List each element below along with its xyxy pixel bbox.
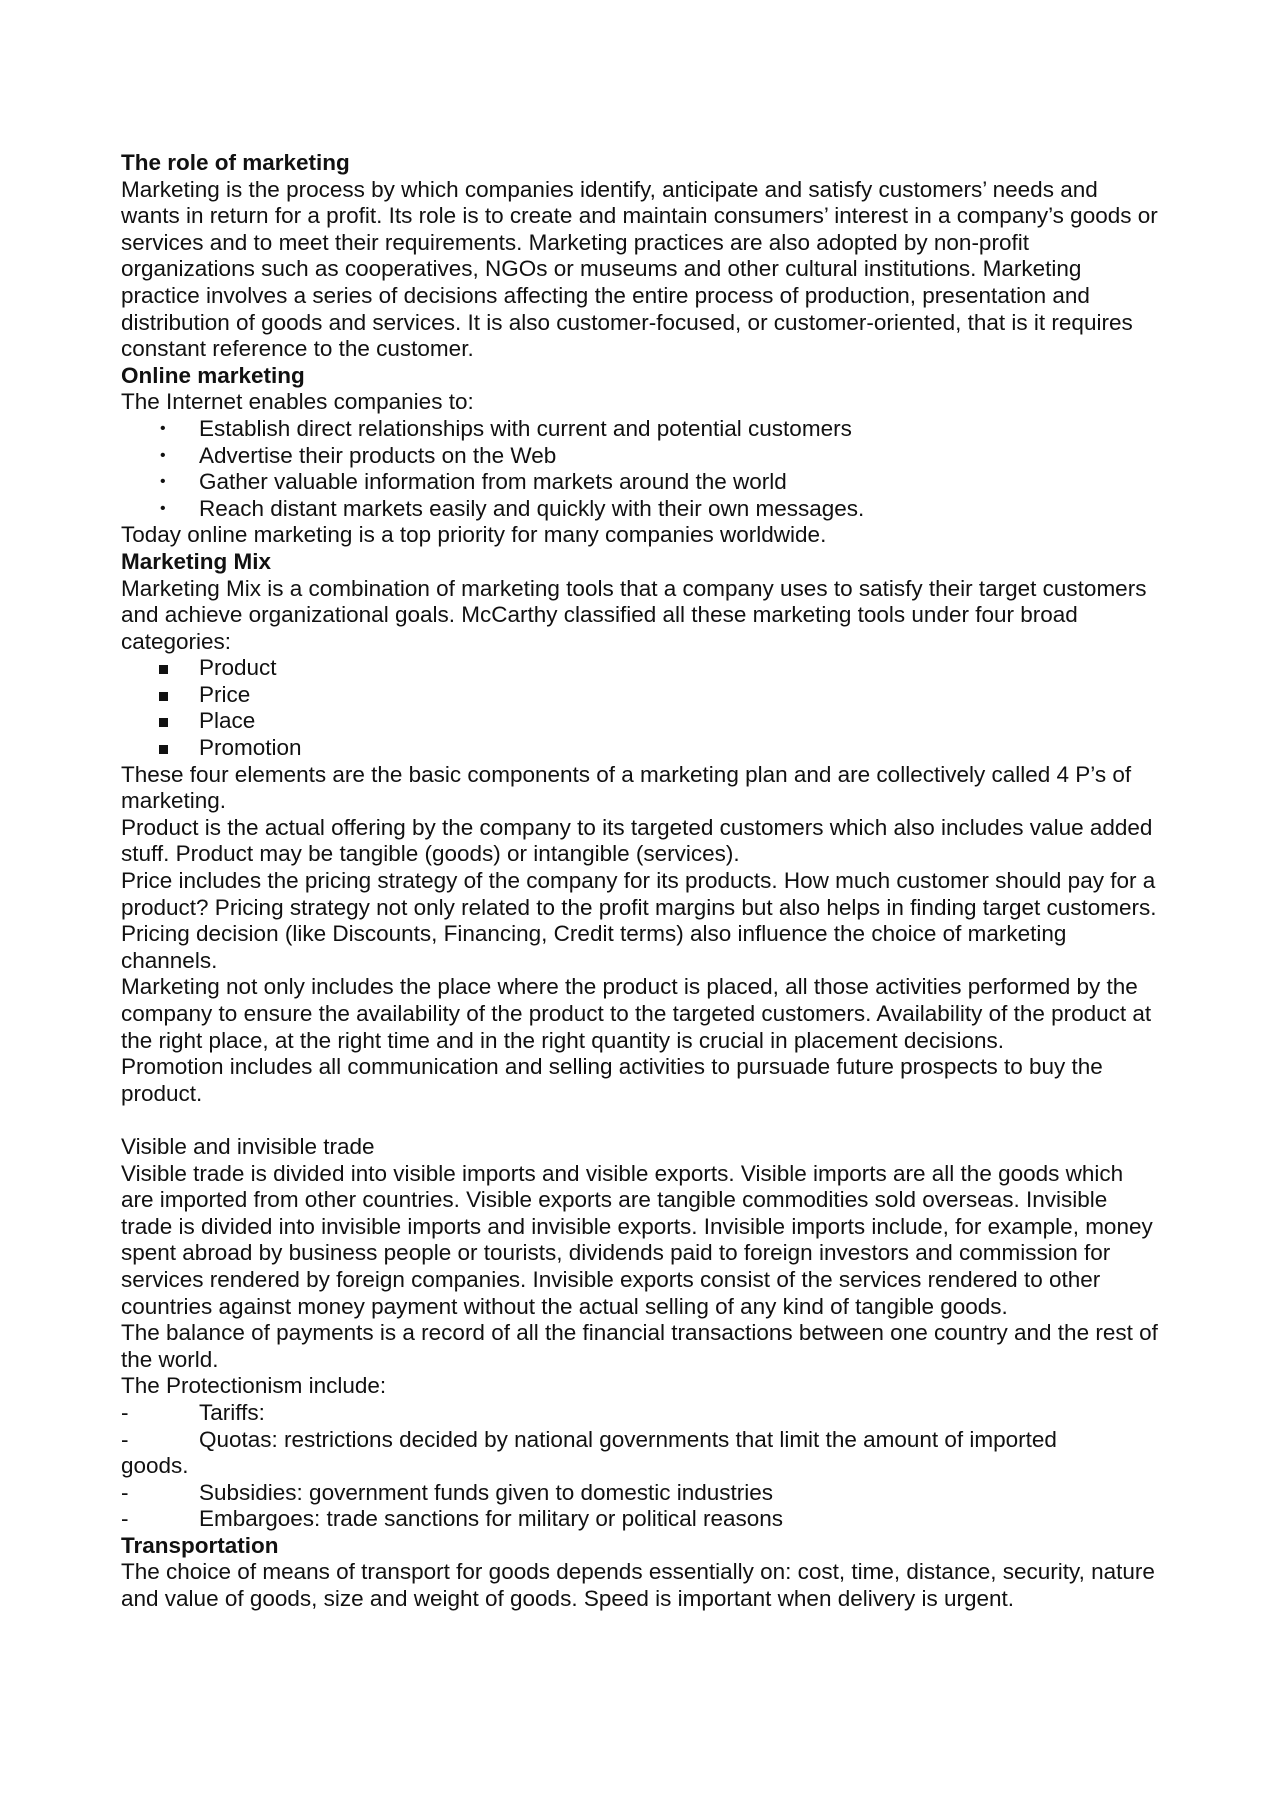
list-item: - Tariffs: bbox=[121, 1399, 265, 1425]
blank-line bbox=[121, 1107, 1161, 1134]
paragraph-online-intro: The Internet enables companies to: bbox=[121, 389, 474, 415]
heading-visible-invisible-trade: Visible and invisible trade bbox=[121, 1133, 375, 1159]
list-item: - Subsidies: government funds given to domestic industries bbox=[121, 1479, 774, 1505]
bullet-square-icon bbox=[159, 665, 168, 674]
list-item: - Quotas: restrictions decided by national governments that limit the amount of imported goods. bbox=[121, 1426, 1057, 1479]
document-page bbox=[121, 150, 1161, 1613]
list-item: Product bbox=[121, 655, 1161, 682]
heading-marketing-mix: Marketing Mix bbox=[121, 548, 272, 574]
list-item: Place bbox=[121, 708, 1161, 735]
heading-transportation: Transportation bbox=[121, 1532, 279, 1558]
list-item: Price bbox=[121, 682, 1161, 709]
paragraph-online-outro: Today online marketing is a top priority for many companies worldwide. bbox=[121, 522, 827, 548]
bullet-dot-icon: • bbox=[160, 446, 166, 464]
paragraph-protectionism-intro: The Protectionism include: bbox=[121, 1373, 387, 1399]
bullet-dot-icon: • bbox=[160, 473, 166, 491]
dash-marker: - bbox=[121, 1479, 129, 1505]
bullet-square-icon bbox=[159, 692, 168, 701]
paragraph-place: Marketing not only includes the place where the product is placed, all those activities performed by the company to ensure the availability of the product to the targeted customers. Availability of the product at the right place, at the right time and in the right quantity is crucial in placement decisions. bbox=[121, 974, 1152, 1053]
list-item: • Advertise their products on the Web bbox=[160, 442, 557, 468]
bullet-dot-icon: • bbox=[160, 419, 166, 437]
list-item: • Reach distant markets easily and quickly with their own messages. bbox=[160, 495, 865, 521]
paragraph-transportation: The choice of means of transport for goods depends essentially on: cost, time, distance, security, nature and value of goods, size and weight of goods. Speed is important when delivery is urgent. bbox=[121, 1559, 1155, 1612]
paragraph-promotion: Promotion includes all communication and selling activities to pursuade future prospects to buy the product. bbox=[121, 1054, 1103, 1106]
paragraph-marketing-mix-intro: Marketing Mix is a combination of marketing tools that a company uses to satisfy their target customers and achieve organizational goals. McCarthy classified all these marketing tools under four broad categories: bbox=[121, 575, 1147, 654]
paragraph-visible-trade: Visible trade is divided into visible imports and visible exports. Visible imports are all the goods which are imported from other countries. Visible exports are tangible commodities sold overseas. Invisible trade is divided into invisible imports and invisible exports. Invisible imports include, for example, money spent abroad by business people or tourists, dividends paid to foreign investors and commission for services rendered by foreign companies. Invisible exports consist of the services rendered to other countries against money payment without the actual selling of any kind of tangible goods. bbox=[121, 1160, 1153, 1319]
dash-marker: - bbox=[121, 1506, 129, 1532]
paragraph-product: Product is the actual offering by the company to its targeted customers which also includes value added stuff. Product may be tangible (goods) or intangible (services). bbox=[121, 814, 1153, 867]
list-item: Promotion bbox=[121, 735, 1161, 762]
bullet-dot-icon: • bbox=[160, 499, 166, 517]
dash-marker: - bbox=[121, 1426, 129, 1452]
paragraph-four-ps: These four elements are the basic components of a marketing plan and are collectively called 4 P’s of marketing. bbox=[121, 761, 1132, 814]
paragraph-price: Price includes the pricing strategy of the company for its products. How much customer should pay for a product? Pricing strategy not only related to the profit margins but also helps in finding target customers. Pricing decision (like Discounts, Financing, Credit terms) also influence the choice of marketing channels. bbox=[121, 868, 1157, 973]
bullet-square-icon bbox=[159, 718, 168, 727]
list-item: • Gather valuable information from markets around the world bbox=[160, 469, 787, 495]
paragraph-balance-of-payments: The balance of payments is a record of all the financial transactions between one country and the rest of the world. bbox=[121, 1320, 1158, 1372]
bullet-square-icon bbox=[159, 745, 168, 754]
online-marketing-list bbox=[121, 416, 1161, 522]
list-item: • Establish direct relationships with current and potential customers bbox=[160, 415, 852, 441]
list-item: - Embargoes: trade sanctions for military or political reasons bbox=[121, 1506, 784, 1532]
heading-role-of-marketing: The role of marketing bbox=[121, 150, 350, 175]
marketing-mix-list bbox=[121, 655, 1161, 761]
heading-online-marketing: Online marketing bbox=[121, 362, 305, 388]
paragraph-role-of-marketing: Marketing is the process by which companies identify, anticipate and satisfy customers’ needs and wants in return for a profit. Its role is to create and maintain consumers’ interest in a company’s goods or services and to meet their requirements. Marketing practices are also adopted by non-profit organizations such as cooperatives, NGOs or museums and other cultural institutions. Marketing practice involves a series of decisions affecting the entire process of production, presentation and distribution of goods and services. It is also customer-focused, or customer-oriented, that is it requires constant reference to the customer. bbox=[121, 176, 1158, 362]
dash-marker: - bbox=[121, 1399, 129, 1425]
